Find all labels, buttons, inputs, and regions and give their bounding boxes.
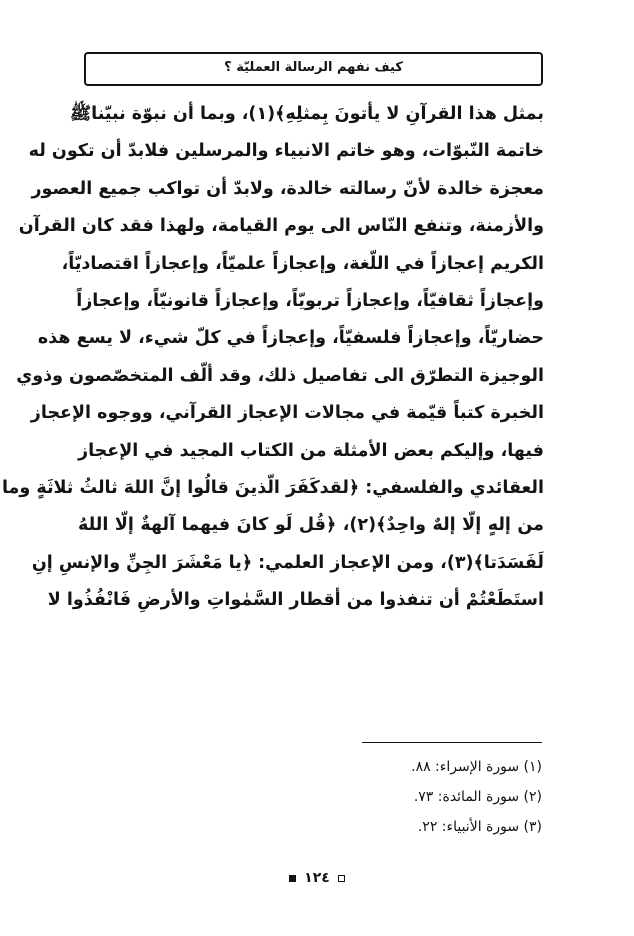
- text-line: الخبرة كتباً قيّمة في مجالات الإعجاز القرآني، ووجوه الإعجاز: [30, 403, 544, 424]
- text-line: خاتمة النّبوّات، وهو خاتم الانبياء والمرسلين فلابدّ أن تكون له: [28, 141, 544, 162]
- footnote-1: (١) سورة الإسراء: ٨٨.: [411, 759, 542, 775]
- page-footer: [0, 868, 634, 888]
- text-line: العقائدي والفلسفي: ﴿لقدكَفَرَ الّذينَ قالُوا إنَّ اللهَ ثالثُ ثلاثَةٍ وما: [1, 477, 544, 498]
- text-line: الوجيزة التطرّق الى تفاصيل ذلك، وقد ألّف المتخصّصون وذوي: [16, 365, 544, 386]
- text-line: فيها، وإليكم بعض الأمثلة من الكتاب المجيد في الإعجاز: [78, 440, 544, 461]
- footnote-2: (٢) سورة المائدة: ٧٣.: [413, 789, 542, 805]
- running-header-box: [84, 52, 543, 86]
- text-line: والأزمنة، وتنفع النّاس الى يوم القيامة، ولهذا فقد كان القرآن: [18, 216, 544, 237]
- footnotes-block: [290, 752, 542, 842]
- text-line: الكريم إعجازاً في اللّغة، وإعجازاً علميّاً، وإعجازاً اقتصاديّاً،: [61, 253, 544, 274]
- footnote-divider: [362, 742, 542, 743]
- outline-square-icon: [338, 875, 345, 882]
- text-line: استَطَعْتُمْ أن تنفذوا من أقطار السَّمٰواتِ والأرضِ فَانْفُذُوا لا: [47, 590, 544, 611]
- footnote-3: (٣) سورة الأنبياء: ٢٢.: [417, 819, 542, 835]
- text-line: بمثل هذا القرآنِ لا يأتونَ بِمثلِهِ﴾(١)، وبما أن نبوّة نبيّناﷺ: [70, 104, 544, 124]
- text-line: حضاريّاً، وإعجازاً فلسفيّاً، وإعجازاً في كلّ شيء، لا يسع هذه: [37, 328, 544, 349]
- page-number: ١٢٤: [304, 870, 330, 886]
- running-header-title: كيف نفهم الرسالة العمليّة ؟: [224, 60, 403, 75]
- main-text-block: [1, 96, 545, 619]
- text-line: وإعجازاً ثقافيّاً، وإعجازاً تربويّاً، وإعجازاً قانونيّاً، وإعجازاً: [76, 290, 544, 311]
- filled-square-icon: [289, 875, 296, 882]
- text-line: من إلهٍ إلّا إلهٌ واحِدٌ﴾(٢)، ﴿قُل لَو كانَ فيهما آلهةٌ إلّا اللهُ: [78, 515, 545, 536]
- text-line: لَفَسَدَتا﴾(٣)، ومن الإعجاز العلمي: ﴿يا مَعْشَرَ الجِنِّ والإنسِ إنِ: [31, 552, 544, 573]
- text-line: معجزة خالدة لأنّ رسالته خالدة، ولابدّ أن تواكب جميع العصور: [31, 178, 544, 199]
